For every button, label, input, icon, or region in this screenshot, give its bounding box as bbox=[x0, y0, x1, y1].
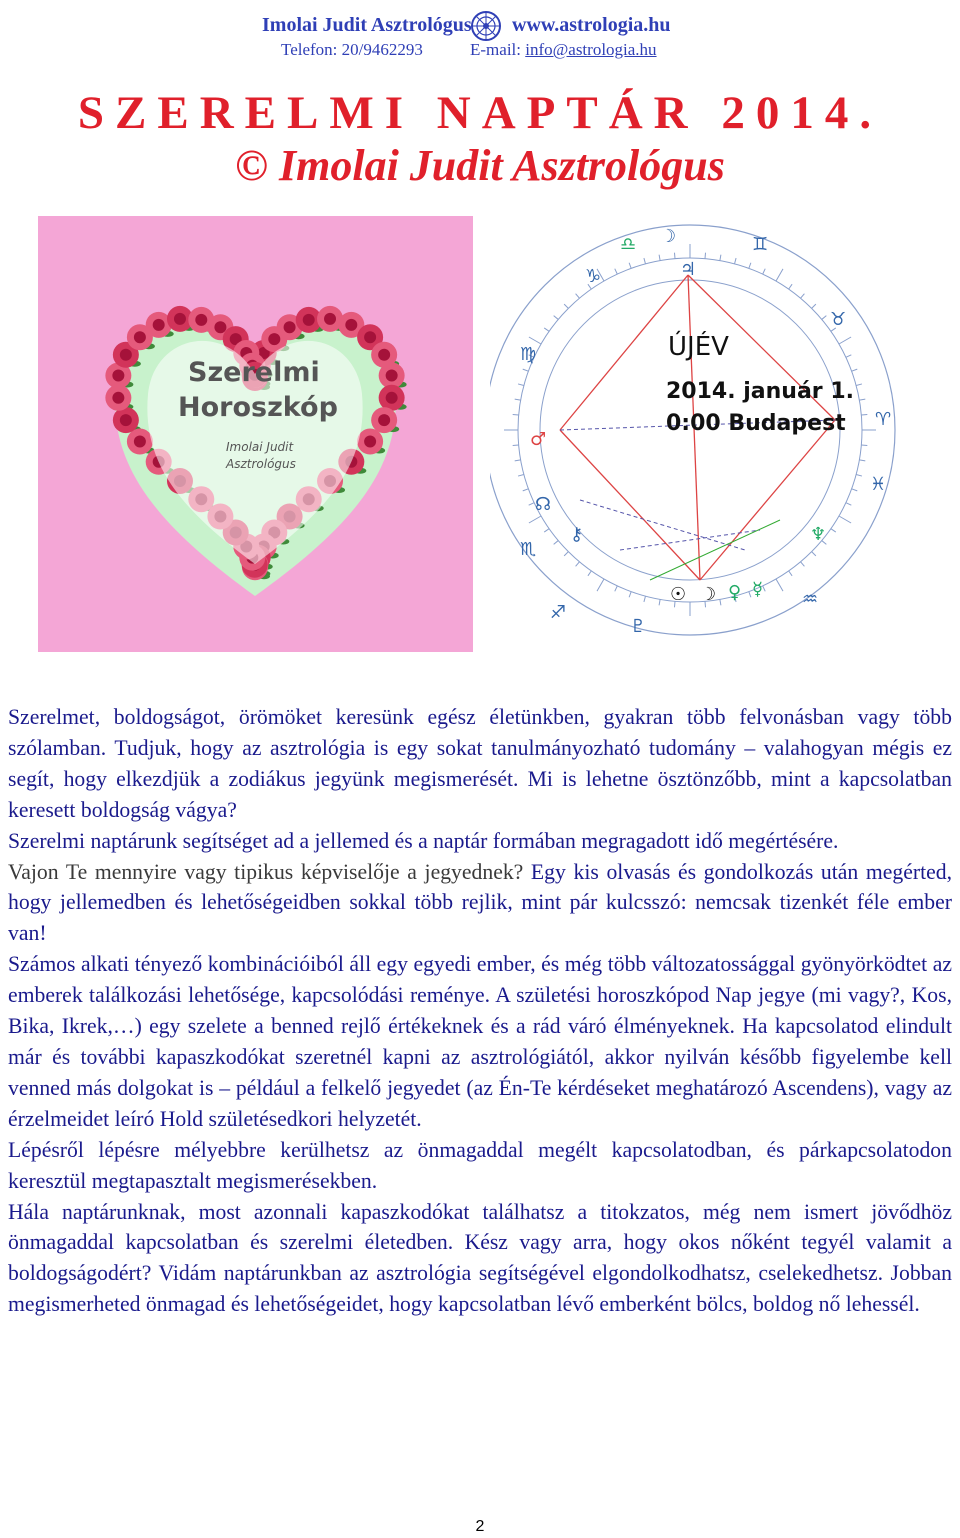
paragraph-3-rest: Egy kis olvasás és gondolkozás után megérted, hogy jellemedben és lehetőségeidben sokkal több rejlik, mint pár kulcsszó: nemcsak tizenkét féle ember van! bbox=[8, 859, 952, 946]
page-title: SZERELMI NAPTÁR 2014. bbox=[77, 87, 883, 139]
virgo-glyph-icon: ♍ bbox=[520, 344, 537, 365]
degree-tick bbox=[861, 445, 867, 446]
rose-center bbox=[112, 370, 124, 382]
rose-center bbox=[112, 392, 124, 404]
article-body bbox=[8, 702, 952, 1320]
venus-glyph-icon: ♀ bbox=[728, 582, 742, 603]
rose-center bbox=[378, 349, 390, 361]
chart-label-ujev: ÚJÉV bbox=[668, 332, 729, 362]
moon-glyph-icon: ☽ bbox=[660, 226, 677, 247]
rose-center bbox=[153, 319, 165, 331]
pluto-glyph-icon: ♇ bbox=[630, 616, 647, 637]
degree-tick bbox=[513, 445, 519, 446]
scorpio-glyph-icon: ♏ bbox=[520, 539, 537, 560]
rose-center bbox=[134, 331, 146, 343]
rose-center bbox=[214, 321, 226, 333]
degree-tick bbox=[861, 414, 867, 415]
rose-center bbox=[364, 331, 376, 343]
libra-glyph-icon: ♎ bbox=[620, 234, 637, 255]
degree-tick bbox=[705, 253, 706, 259]
chart-label-date: 2014. január 1. bbox=[666, 379, 854, 404]
rose-center bbox=[134, 436, 146, 448]
heart-roses-image bbox=[38, 216, 473, 652]
degree-tick bbox=[674, 253, 675, 259]
rose-center bbox=[303, 314, 315, 326]
email-label: E-mail: bbox=[470, 40, 526, 59]
jupiter-glyph-icon: ♃ bbox=[680, 259, 697, 280]
chiron-glyph-icon: ⚷ bbox=[570, 524, 584, 545]
rose-center bbox=[364, 436, 376, 448]
header-website-link[interactable]: www.astrologia.hu bbox=[512, 14, 671, 36]
rose-center bbox=[284, 321, 296, 333]
rose-center bbox=[268, 333, 280, 345]
pisces-glyph-icon: ♓ bbox=[870, 474, 887, 495]
chart-label-place: 0:00 Budapest bbox=[666, 411, 846, 436]
heart-title-line1: Szerelmi bbox=[188, 357, 320, 388]
paragraph-1: Szerelmet, boldogságot, örömöket keresünk egész életünkben, gyakran több felvonásban vagy több szólamban. Tudjuk, hogy az asztrológia is egy sokat tanulmányozható tudomány – valahogyan mégis ez segít, hogy elkezdjük a zodiákus jegyünk megismerését. Mi is lehetne ösztönzőbb, mint a kapcsolatban keresett boldogság vágya? bbox=[8, 705, 952, 822]
page-number: 2 bbox=[475, 1518, 485, 1535]
rose-center bbox=[386, 370, 398, 382]
header-phone: Telefon: 20/9462293 bbox=[281, 40, 423, 59]
paragraph-5: Lépésről lépésre mélyebbre kerülhetsz az önmagaddal megélt kapcsolatodban, és párkapcsolatodon keresztül megtapasztalt megismerésekben. bbox=[8, 1137, 952, 1193]
email-link[interactable]: info@astrologia.hu bbox=[525, 40, 657, 59]
taurus-glyph-icon: ♉ bbox=[830, 309, 847, 330]
page-subtitle: © Imolai Judit Asztrológus bbox=[235, 141, 725, 190]
paragraph-4: Számos alkati tényező kombinációiból áll egy egyedi ember, és még több változatossággal gyönyörködtet az emberek találkozási lehetősége, kapcsolódási reménye. A születési horoszkópod Nap jegye (mi vagy?, Kos, Bika, Ikrek,…) egy szelete a benned rejlő értékeknek és a rád váró élményeknek. Ha kapcsolatod elindult már és további kapaszkodókat szeretnél kapni az asztrológiától, akkor nyilván később figyelembe kell venned más dolgokat is – például a felkelő jegyedet (az Én-Te kérdéseket meghatározó Ascendens), vagy az érzelmeidet leíró Hold születésedkori helyzetét. bbox=[8, 952, 952, 1131]
capricorn-glyph-icon: ♑ bbox=[585, 266, 602, 287]
aquarius-glyph-icon: ♒ bbox=[802, 589, 819, 610]
heart-author-line1: Imolai Judit bbox=[226, 440, 294, 454]
heart-author-line2: Asztrológus bbox=[226, 457, 296, 471]
header-author-name: Imolai Judit Asztrológus bbox=[262, 14, 472, 36]
mars-glyph-icon: ♂ bbox=[530, 429, 547, 450]
rose-center bbox=[324, 313, 336, 325]
heart-title-line2: Horoszkóp bbox=[178, 392, 338, 423]
moon2-glyph-icon: ☽ bbox=[700, 584, 717, 605]
rose-center bbox=[345, 319, 357, 331]
page-header bbox=[0, 10, 960, 62]
sagittarius-glyph-icon: ♐ bbox=[550, 602, 567, 623]
rose-center bbox=[195, 314, 207, 326]
rose-center bbox=[120, 414, 132, 426]
paragraph-3 bbox=[8, 857, 952, 950]
paragraph-2: Szerelmi naptárunk segítséget ad a jellemed és a naptár formában megragadott idő megértésére. bbox=[8, 828, 839, 853]
gemini-glyph-icon: ♊ bbox=[752, 234, 769, 255]
north-node-glyph-icon: ☊ bbox=[535, 494, 551, 515]
sun-glyph-icon: ☉ bbox=[670, 584, 687, 605]
mercury-glyph-icon: ☿ bbox=[752, 579, 764, 600]
rose-center bbox=[386, 392, 398, 404]
rose-center bbox=[120, 349, 132, 361]
paragraph-3-question: Vajon Te mennyire vagy tipikus képviselője a jegyednek? bbox=[8, 859, 524, 884]
zodiac-wheel-logo-icon bbox=[470, 10, 502, 42]
paragraph-6: Hála naptárunknak, most azonnali kapaszkodókat találhatsz a titokzatos, még nem ismert jövődhöz önmagaddal kapcsolatban és szerelmi életedben. Kész vagy arra, hogy okos nőként tegyél valamit a boldogságodért? Vidám naptárunkban az asztrológia segítségével elgondolkodhatsz, cselekedhetsz. Jobban megismerheted önmagad és lehetőségeidet, hogy kapcsolatban lévő emberként bölcs, boldog nő lehessél. bbox=[8, 1199, 952, 1317]
header-email bbox=[470, 40, 657, 60]
aries-glyph-icon: ♈ bbox=[875, 409, 892, 430]
rose-center bbox=[378, 414, 390, 426]
horoscope-chart-image bbox=[490, 220, 930, 650]
degree-tick bbox=[513, 414, 519, 415]
neptune-glyph-icon: ♆ bbox=[810, 524, 827, 545]
rose-center bbox=[174, 313, 186, 325]
